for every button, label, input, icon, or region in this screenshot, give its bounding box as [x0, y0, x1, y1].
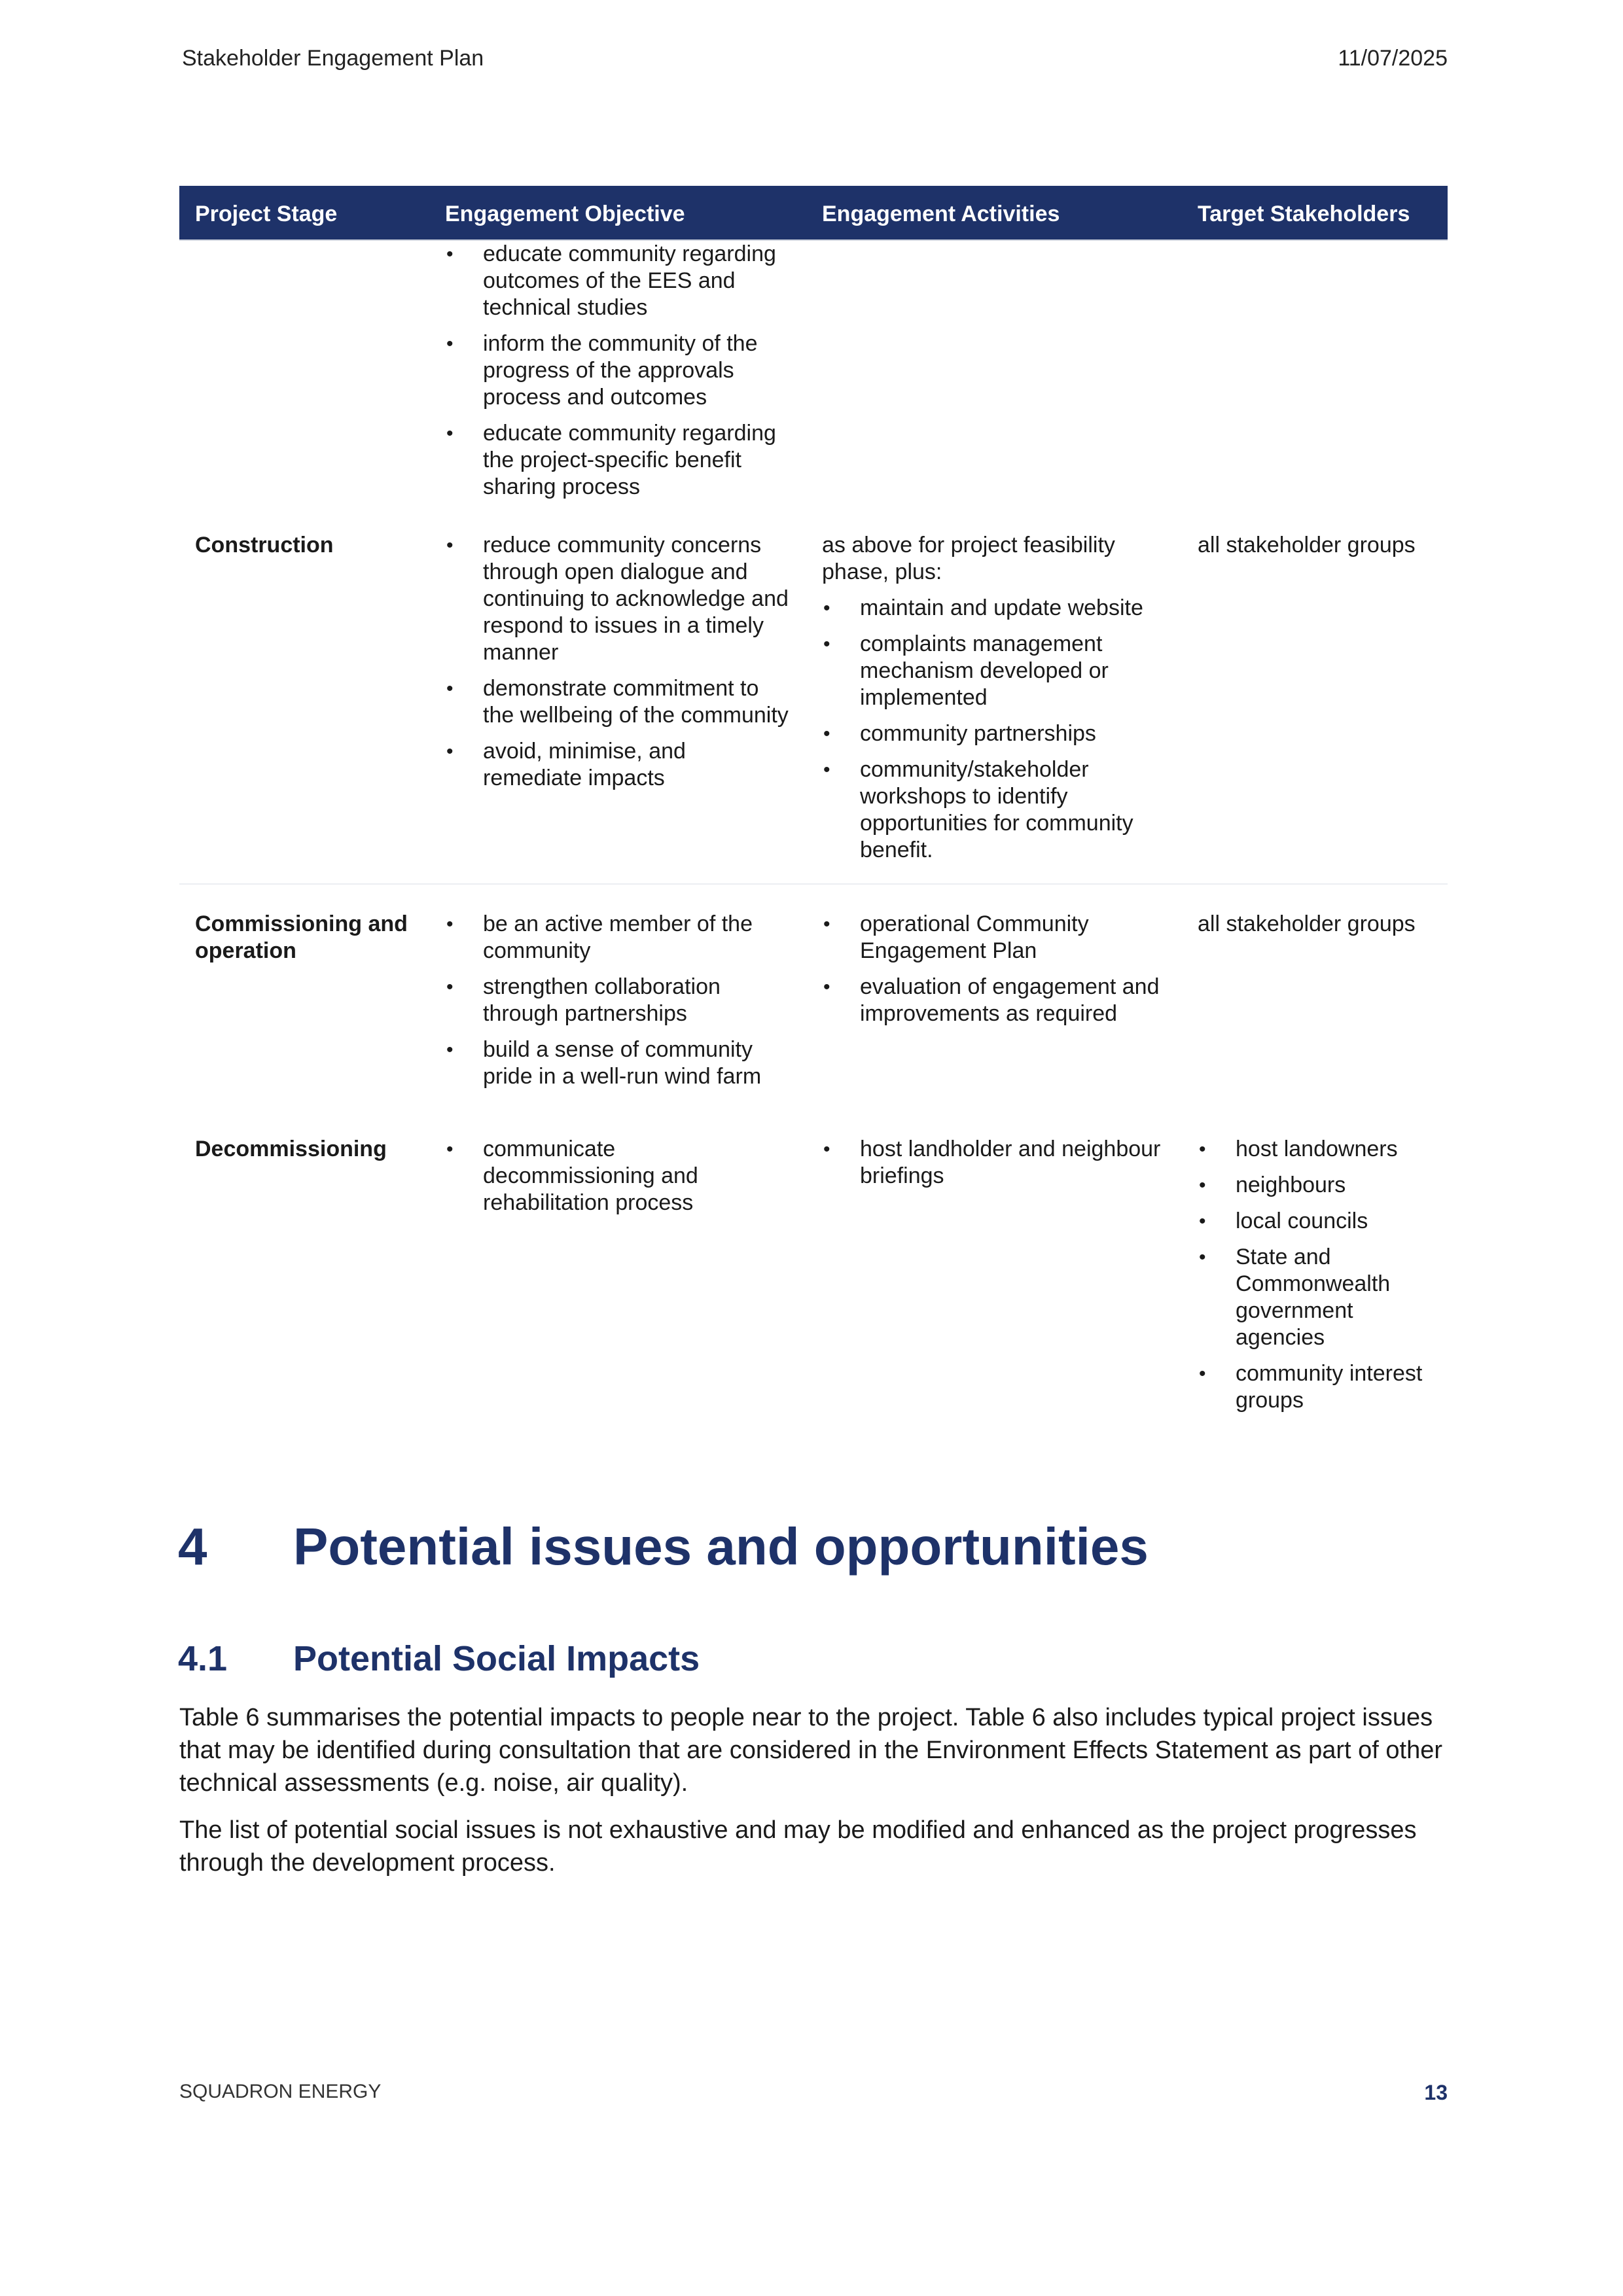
cell-activities — [806, 884, 1182, 1110]
cell-stakeholders — [1182, 240, 1448, 520]
cell-objectives — [429, 1110, 806, 1434]
list-item: • be an active member of the community — [445, 911, 791, 964]
column-header-target-stakeholders: Target Stakeholders — [1182, 186, 1448, 240]
list-item: • educate community regarding outcomes of the EES and technical studies — [445, 241, 791, 321]
cell-stage — [179, 240, 429, 520]
list-item: • educate community regarding the project-specific benefit sharing process — [445, 420, 791, 501]
document-date: 11/07/2025 — [1338, 46, 1448, 71]
engagement-table — [179, 186, 1448, 1434]
list-item: • avoid, minimise, and remediate impacts — [445, 738, 791, 792]
list-item: • reduce community concerns through open dialogue and continuing to acknowledge and respond to issues in a timely manner — [445, 532, 791, 666]
list-item: • demonstrate commitment to the wellbeing of the community — [445, 675, 791, 729]
list-item: • community/stakeholder workshops to identify opportunities for community benefit. — [822, 756, 1166, 864]
cell-stakeholders — [1182, 1110, 1448, 1434]
section-number: 4 — [178, 1517, 207, 1576]
table-row — [179, 884, 1448, 1110]
list-item: • complaints management mechanism developed or implemented — [822, 631, 1166, 711]
list-item: • communicate decommissioning and rehabilitation process — [445, 1136, 791, 1216]
list-item: • host landowners — [1198, 1136, 1432, 1163]
subsection-number: 4.1 — [178, 1639, 228, 1678]
list-item: • build a sense of community pride in a well-run wind farm — [445, 1036, 791, 1090]
column-header-project-stage: Project Stage — [179, 186, 429, 240]
section-heading — [178, 1517, 1149, 1577]
subsection-heading — [178, 1638, 700, 1679]
cell-objectives — [429, 884, 806, 1110]
list-item: • neighbours — [1198, 1172, 1432, 1199]
page-footer — [179, 2081, 1448, 2105]
list-item: • community partnerships — [822, 720, 1166, 747]
cell-stakeholders: all stakeholder groups — [1182, 884, 1448, 1110]
activities-intro: as above for project feasibility phase, plus: — [822, 533, 1115, 584]
company-name: SQUADRON ENERGY — [179, 2081, 382, 2102]
list-item: • strengthen collaboration through partnerships — [445, 974, 791, 1027]
page-header — [182, 46, 1448, 71]
body-text — [179, 1701, 1449, 1894]
table-row — [179, 1110, 1448, 1434]
list-item: • host landholder and neighbour briefings — [822, 1136, 1166, 1190]
cell-stage: Commissioning and operation — [179, 884, 429, 1110]
page-number: 13 — [1424, 2081, 1448, 2104]
cell-activities — [806, 240, 1182, 520]
table-row — [179, 240, 1448, 520]
cell-activities — [806, 520, 1182, 884]
list-item: • inform the community of the progress of the approvals process and outcomes — [445, 330, 791, 411]
list-item: • community interest groups — [1198, 1360, 1432, 1414]
table-header-row — [179, 186, 1448, 240]
cell-objectives — [429, 240, 806, 520]
cell-stage: Decommissioning — [195, 1137, 387, 1161]
paragraph: Table 6 summarises the potential impacts to people near to the project. Table 6 also includes typical project issues that may be identified during consultation that are considered in the Environment Effects Statement as part of other technical assessments (e.g. noise, air quality). — [179, 1704, 1442, 1797]
cell-activities — [806, 1110, 1182, 1434]
section-title: Potential issues and opportunities — [293, 1517, 1149, 1576]
table-row — [179, 520, 1448, 884]
list-item: • operational Community Engagement Plan — [822, 911, 1166, 964]
list-item: • maintain and update website — [822, 595, 1166, 622]
list-item: • evaluation of engagement and improvements as required — [822, 974, 1166, 1027]
cell-objectives — [429, 520, 806, 884]
cell-stage: Construction — [195, 533, 334, 557]
document-title: Stakeholder Engagement Plan — [182, 46, 484, 71]
paragraph: The list of potential social issues is not exhaustive and may be modified and enhanced as the project progresses through the development process. — [179, 1816, 1417, 1877]
column-header-engagement-activities: Engagement Activities — [806, 186, 1182, 240]
subsection-title: Potential Social Impacts — [293, 1639, 700, 1678]
list-item: • local councils — [1198, 1208, 1432, 1235]
list-item: • State and Commonwealth government agencies — [1198, 1244, 1432, 1351]
column-header-engagement-objective: Engagement Objective — [429, 186, 806, 240]
cell-stakeholders: all stakeholder groups — [1198, 533, 1416, 557]
